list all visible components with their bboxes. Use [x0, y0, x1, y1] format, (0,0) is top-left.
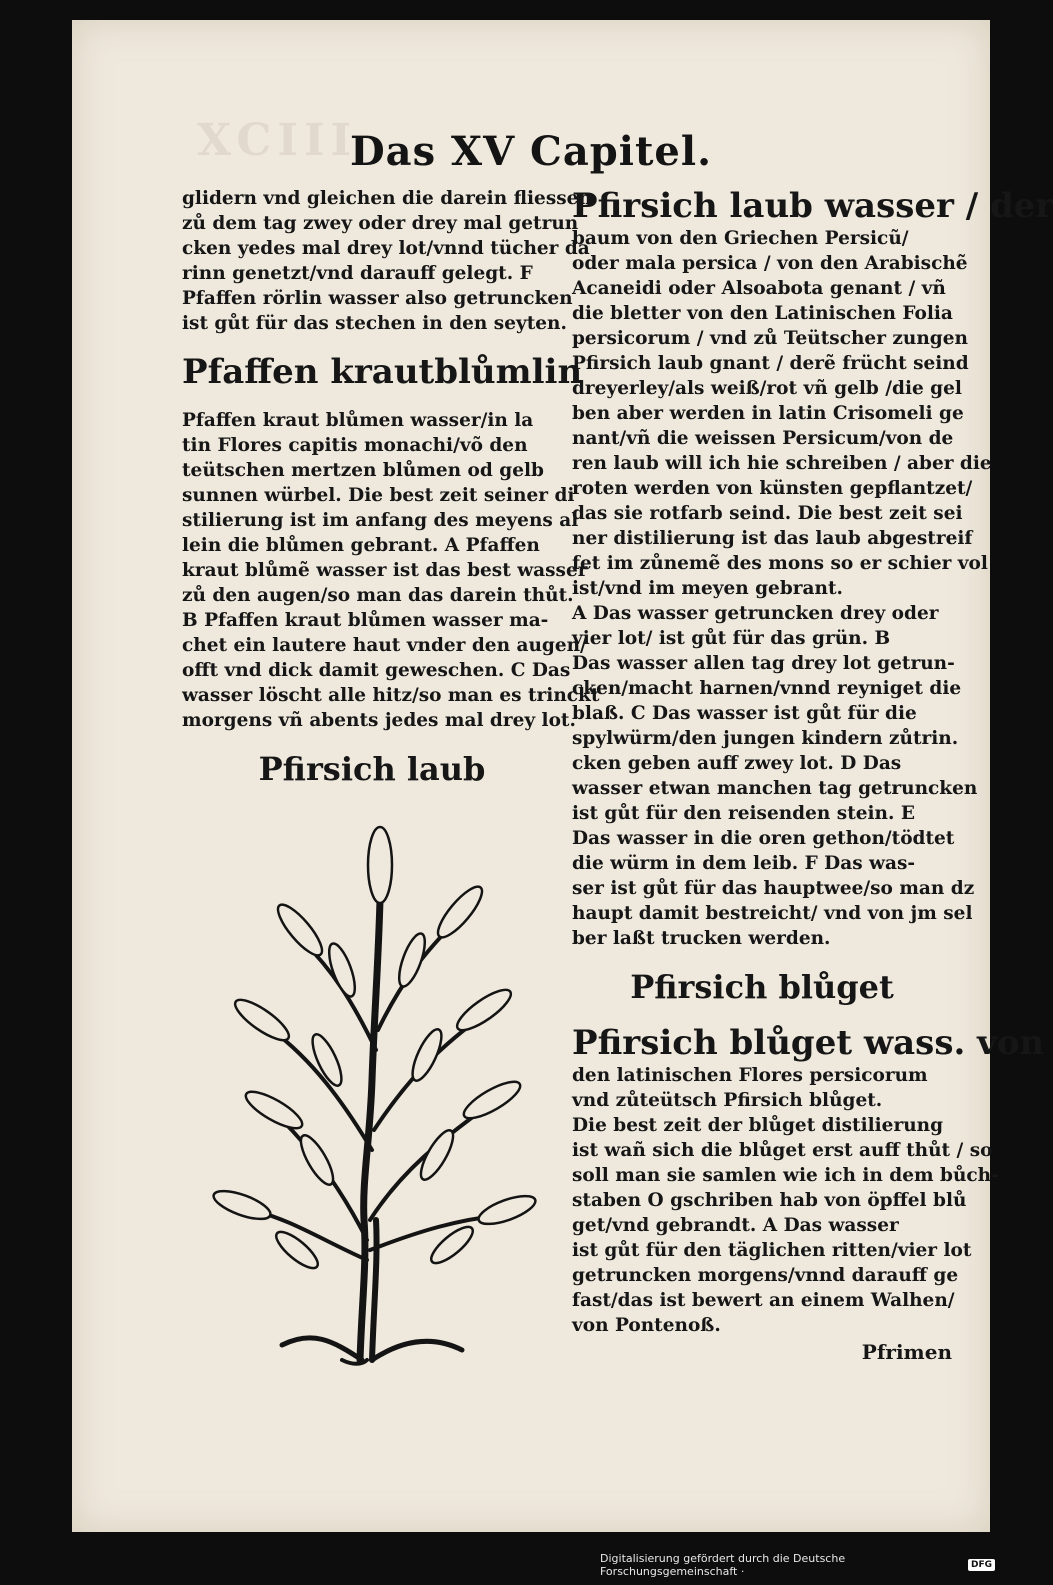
text-line: ner distilierung ist das laub abgestreif	[572, 528, 973, 549]
page-title: Das XV Capitel.	[349, 128, 712, 175]
text-line: das sie rotfarb seind. Die best zeit sei	[572, 503, 963, 524]
heading-pfirsich-bluget-wasser: Pfirsich blůget wass. von	[572, 1023, 1045, 1063]
heading-pfirsich-bluget: Pfirsich blůget	[630, 968, 894, 1006]
text-line: ser ist gůt für das hauptwee/so man dz	[572, 878, 975, 899]
text-line: roten werden von künsten gepflantzet/	[572, 478, 973, 499]
text-line: nant/vñ die weissen Persicum/von de	[572, 428, 954, 449]
heading-pfirsich-laub: Pfirsich laub	[258, 750, 486, 788]
pfirsich-bluget-paragraph	[572, 1063, 999, 1338]
text-line: cken geben auff zwey lot. D Das	[572, 753, 902, 774]
text-line: vier lot/ ist gůt für das grün. B	[572, 628, 891, 649]
catchword: Pfrimen	[861, 1340, 952, 1364]
text-line: ist gůt für den täglichen ritten/vier lot	[572, 1240, 972, 1261]
text-line: morgens vñ abents jedes mal drey lot.	[182, 710, 576, 731]
pfirsich-laub-paragraph	[572, 226, 992, 951]
text-line: cken/macht harnen/vnnd reyniget die	[572, 678, 962, 699]
left-top-paragraph	[182, 186, 592, 336]
text-line: Das wasser in die oren gethon/tödtet	[572, 828, 955, 849]
heading-pfirsich-laub-wasser: Pfirsich laub wasser / der	[572, 186, 1053, 226]
text-line: A Das wasser getruncken drey oder	[572, 603, 939, 624]
text-line: cken yedes mal drey lot/vnnd tücher da	[182, 238, 590, 259]
text-line: zů den augen/so man das darein thůt.	[182, 585, 574, 606]
left-column	[182, 186, 600, 789]
text-line: persicorum / vnd zů Teütscher zungen	[572, 328, 968, 349]
text-line: zů dem tag zwey oder drey mal getrun	[182, 213, 579, 234]
text-line: oder mala persica / von den Arabischẽ	[572, 253, 968, 274]
footer-text: Digitalisierung gefördert durch die Deutsche Forschungsgemeinschaft ·	[600, 1552, 846, 1578]
right-column	[572, 186, 1053, 1366]
text-line: ist wañ sich die blůget erst auff thůt / so	[572, 1140, 993, 1161]
text-line: teütschen mertzen blůmen od gelb	[182, 460, 544, 481]
text-line: stilierung ist im anfang des meyens al	[182, 510, 579, 531]
text-line: get/vnd gebrandt. A Das wasser	[572, 1215, 899, 1236]
text-line: vnd zůteütsch Pfirsich blůget.	[572, 1090, 883, 1111]
text-line: die würm in dem leib. F Das was-	[572, 853, 916, 874]
text-line: fet im zůnemẽ des mons so er schier vol	[572, 553, 988, 574]
text-line: baum von den Griechen Persicũ/	[572, 228, 909, 249]
text-line: sunnen würbel. Die best zeit seiner di	[182, 485, 575, 506]
text-line: von Pontenoß.	[572, 1315, 721, 1336]
text-line: lein die blůmen gebrant. A Pfaffen	[182, 535, 540, 556]
text-line: ben aber werden in latin Crisomeli ge	[572, 403, 964, 424]
text-line: ist gůt für den reisenden stein. E	[572, 803, 915, 824]
pfaffen-kraut-paragraph	[182, 408, 600, 733]
text-line: fast/das ist bewert an einem Walhen/	[572, 1290, 955, 1311]
text-line: Pfirsich laub gnant / derẽ frücht seind	[572, 353, 969, 374]
bleed-through-text: XCIII	[197, 115, 358, 166]
text-line: B Pfaffen kraut blůmen wasser ma-	[182, 610, 549, 631]
text-line: Pfaffen rörlin wasser also getruncken	[182, 288, 573, 309]
text-line: Die best zeit der blůget distilierung	[572, 1115, 944, 1136]
text-line: soll man sie samlen wie ich in dem bůch-	[572, 1165, 999, 1186]
text-line: haupt damit bestreicht/ vnd von jm sel	[572, 903, 973, 924]
text-line: Pfaffen kraut blůmen wasser/in la	[182, 410, 534, 431]
text-line: rinn genetzt/vnd darauff gelegt. F	[182, 263, 533, 284]
text-line: die bletter von den Latinischen Folia	[572, 303, 953, 324]
text-line: dreyerley/als weiß/rot vñ gelb /die gel	[572, 378, 962, 399]
text-line: ist/vnd im meyen gebrant.	[572, 578, 843, 599]
text-line: ren laub will ich hie schreiben / aber die	[572, 453, 992, 474]
peach-tree-woodcut	[202, 820, 532, 1365]
text-line: blaß. C Das wasser ist gůt für die	[572, 703, 917, 724]
text-line: Das wasser allen tag drey lot getrun-	[572, 653, 955, 674]
text-line: Acaneidi oder Alsoabota genant / vñ	[572, 278, 946, 299]
digitization-footer	[600, 1553, 995, 1577]
heading-pfaffen-kraut: Pfaffen krautblůmlin	[182, 352, 583, 392]
book-page	[72, 20, 1053, 1532]
text-line: getruncken morgens/vnnd darauff ge	[572, 1265, 959, 1286]
text-line: chet ein lautere haut vnder den augen/	[182, 635, 587, 656]
text-line: offt vnd dick damit geweschen. C Das	[182, 660, 571, 681]
text-line: den latinischen Flores persicorum	[572, 1065, 928, 1086]
text-line: staben O gschriben hab von öpffel blů	[572, 1190, 967, 1211]
text-line: ist gůt für das stechen in den seyten.	[182, 313, 567, 334]
text-line: kraut blůmẽ wasser ist das best wasser	[182, 560, 588, 581]
text-line: spylwürm/den jungen kindern zůtrin.	[572, 728, 959, 749]
text-line: ber laßt trucken werden.	[572, 928, 831, 949]
text-line: wasser etwan manchen tag getruncken	[572, 778, 978, 799]
text-line: glidern vnd gleichen die darein fliessen	[182, 188, 592, 209]
text-line: wasser löscht alle hitz/so man es trinckt	[182, 685, 600, 706]
dfg-logo: DFG	[968, 1559, 995, 1571]
text-line: tin Flores capitis monachi/võ den	[182, 435, 528, 456]
